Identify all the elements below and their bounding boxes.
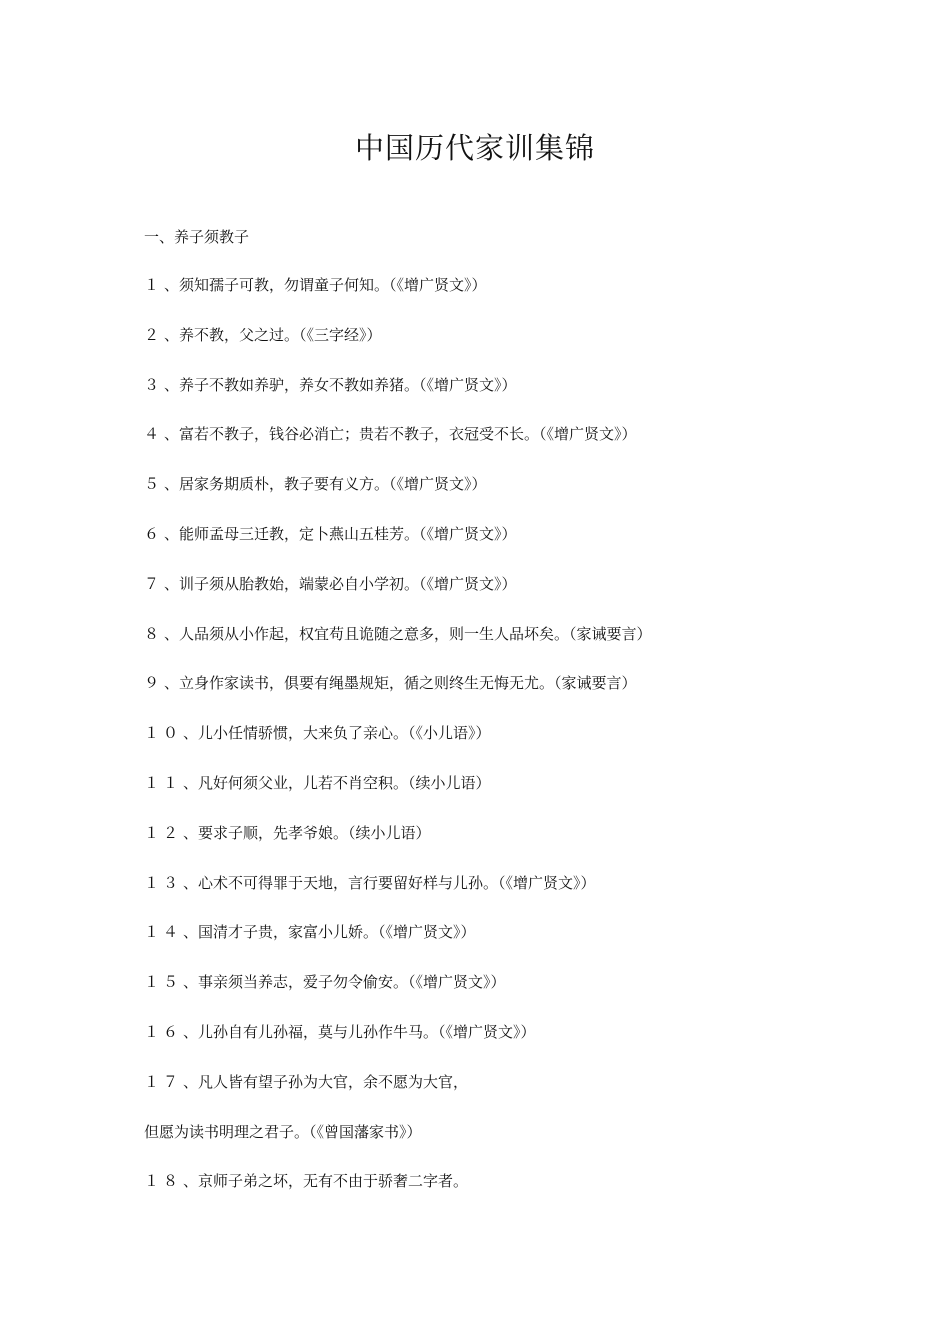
list-item xyxy=(144,272,864,322)
entry-list xyxy=(144,272,864,1218)
list-item xyxy=(144,1069,864,1119)
list-item xyxy=(144,322,864,372)
entry-number: ２ xyxy=(144,325,164,344)
entry-text: 、养子不教如养驴，养女不教如养猪。（《增广贤文》） xyxy=(164,375,517,394)
entry-text: 、凡人皆有望子孙为大官，余不愿为大官， xyxy=(183,1072,469,1091)
entry-number: １ xyxy=(144,276,164,294)
entry-text: 、须知孺子可教，勿谓童子何知。（《增广贤文》） xyxy=(164,276,487,294)
entry-number: １３ xyxy=(144,873,183,892)
list-item xyxy=(144,1019,864,1069)
list-item xyxy=(144,770,864,820)
entry-text: 、训子须从胎教始，端蒙必自小学初。（《增广贤文》） xyxy=(164,574,517,593)
list-item xyxy=(144,969,864,1019)
entry-number: ６ xyxy=(144,524,164,543)
entry-text: 、居家务期质朴，教子要有义方。（《增广贤文》） xyxy=(164,475,487,494)
entry-text: 、能师孟母三迁教，定卜燕山五桂芳。（《增广贤文》） xyxy=(164,524,517,543)
entry-text: 、立身作家读书，俱要有绳墨规矩，循之则终生无悔无尤。（家诫要言） xyxy=(164,674,637,693)
entry-text: 、富若不教子，钱谷必消亡；贵若不教子，衣冠受不长。（《增广贤文》） xyxy=(164,425,637,444)
entry-text: 但愿为读书明理之君子。（《曾国藩家书》） xyxy=(144,1122,422,1141)
entry-number: ９ xyxy=(144,674,164,693)
list-item xyxy=(144,919,864,969)
entry-text: 、儿小任情骄惯，大来负了亲心。（《小儿语》） xyxy=(183,724,491,743)
entry-text: 、养不教，父之过。（《三字经》） xyxy=(164,325,382,344)
entry-number: ８ xyxy=(144,624,164,643)
entry-number: １８ xyxy=(144,1172,183,1191)
list-item xyxy=(144,421,864,471)
entry-text: 、儿孙自有儿孙福，莫与儿孙作牛马。（《增广贤文》） xyxy=(183,1022,536,1041)
entry-text: 、心术不可得罪于天地，言行要留好样与儿孙。（《增广贤文》） xyxy=(183,873,596,892)
entry-text: 、事亲须当养志，爱子勿令偷安。（《增广贤文》） xyxy=(183,973,506,992)
entry-number: １７ xyxy=(144,1072,183,1091)
list-item xyxy=(144,720,864,770)
list-item xyxy=(144,521,864,571)
document-title: 中国历代家训集锦 xyxy=(354,131,595,165)
entry-text: 、国清才子贵，家富小儿娇。（《增广贤文》） xyxy=(183,923,476,942)
entry-number: ４ xyxy=(144,425,164,444)
entry-number: ５ xyxy=(144,475,164,494)
list-item xyxy=(144,870,864,920)
entry-text: 、凡好何须父业，儿若不肖空积。（续小儿语） xyxy=(183,773,491,792)
list-item xyxy=(144,571,864,621)
entry-number: １２ xyxy=(144,823,183,842)
list-item xyxy=(144,670,864,720)
list-item xyxy=(144,621,864,671)
entry-text: 、要求子顺，先孝爷娘。（续小儿语） xyxy=(183,823,431,842)
entry-text: 、京师子弟之坏，无有不由于骄奢二字者。 xyxy=(183,1172,469,1191)
entry-number: ７ xyxy=(144,574,164,593)
entry-number: ３ xyxy=(144,375,164,394)
list-item xyxy=(144,471,864,521)
entry-number: １６ xyxy=(144,1022,183,1041)
entry-text: 、人品须从小作起，权宜苟且诡随之意多，则一生人品坏矣。（家诫要言） xyxy=(164,624,652,643)
section-heading: 一、养子须教子 xyxy=(144,228,250,246)
entry-number: １４ xyxy=(144,923,183,942)
entry-number: １５ xyxy=(144,973,183,992)
list-item xyxy=(144,1168,864,1218)
list-item xyxy=(144,372,864,422)
entry-number: １０ xyxy=(144,724,183,743)
entry-number: １１ xyxy=(144,773,183,792)
list-item xyxy=(144,820,864,870)
list-item-continuation xyxy=(144,1119,864,1169)
